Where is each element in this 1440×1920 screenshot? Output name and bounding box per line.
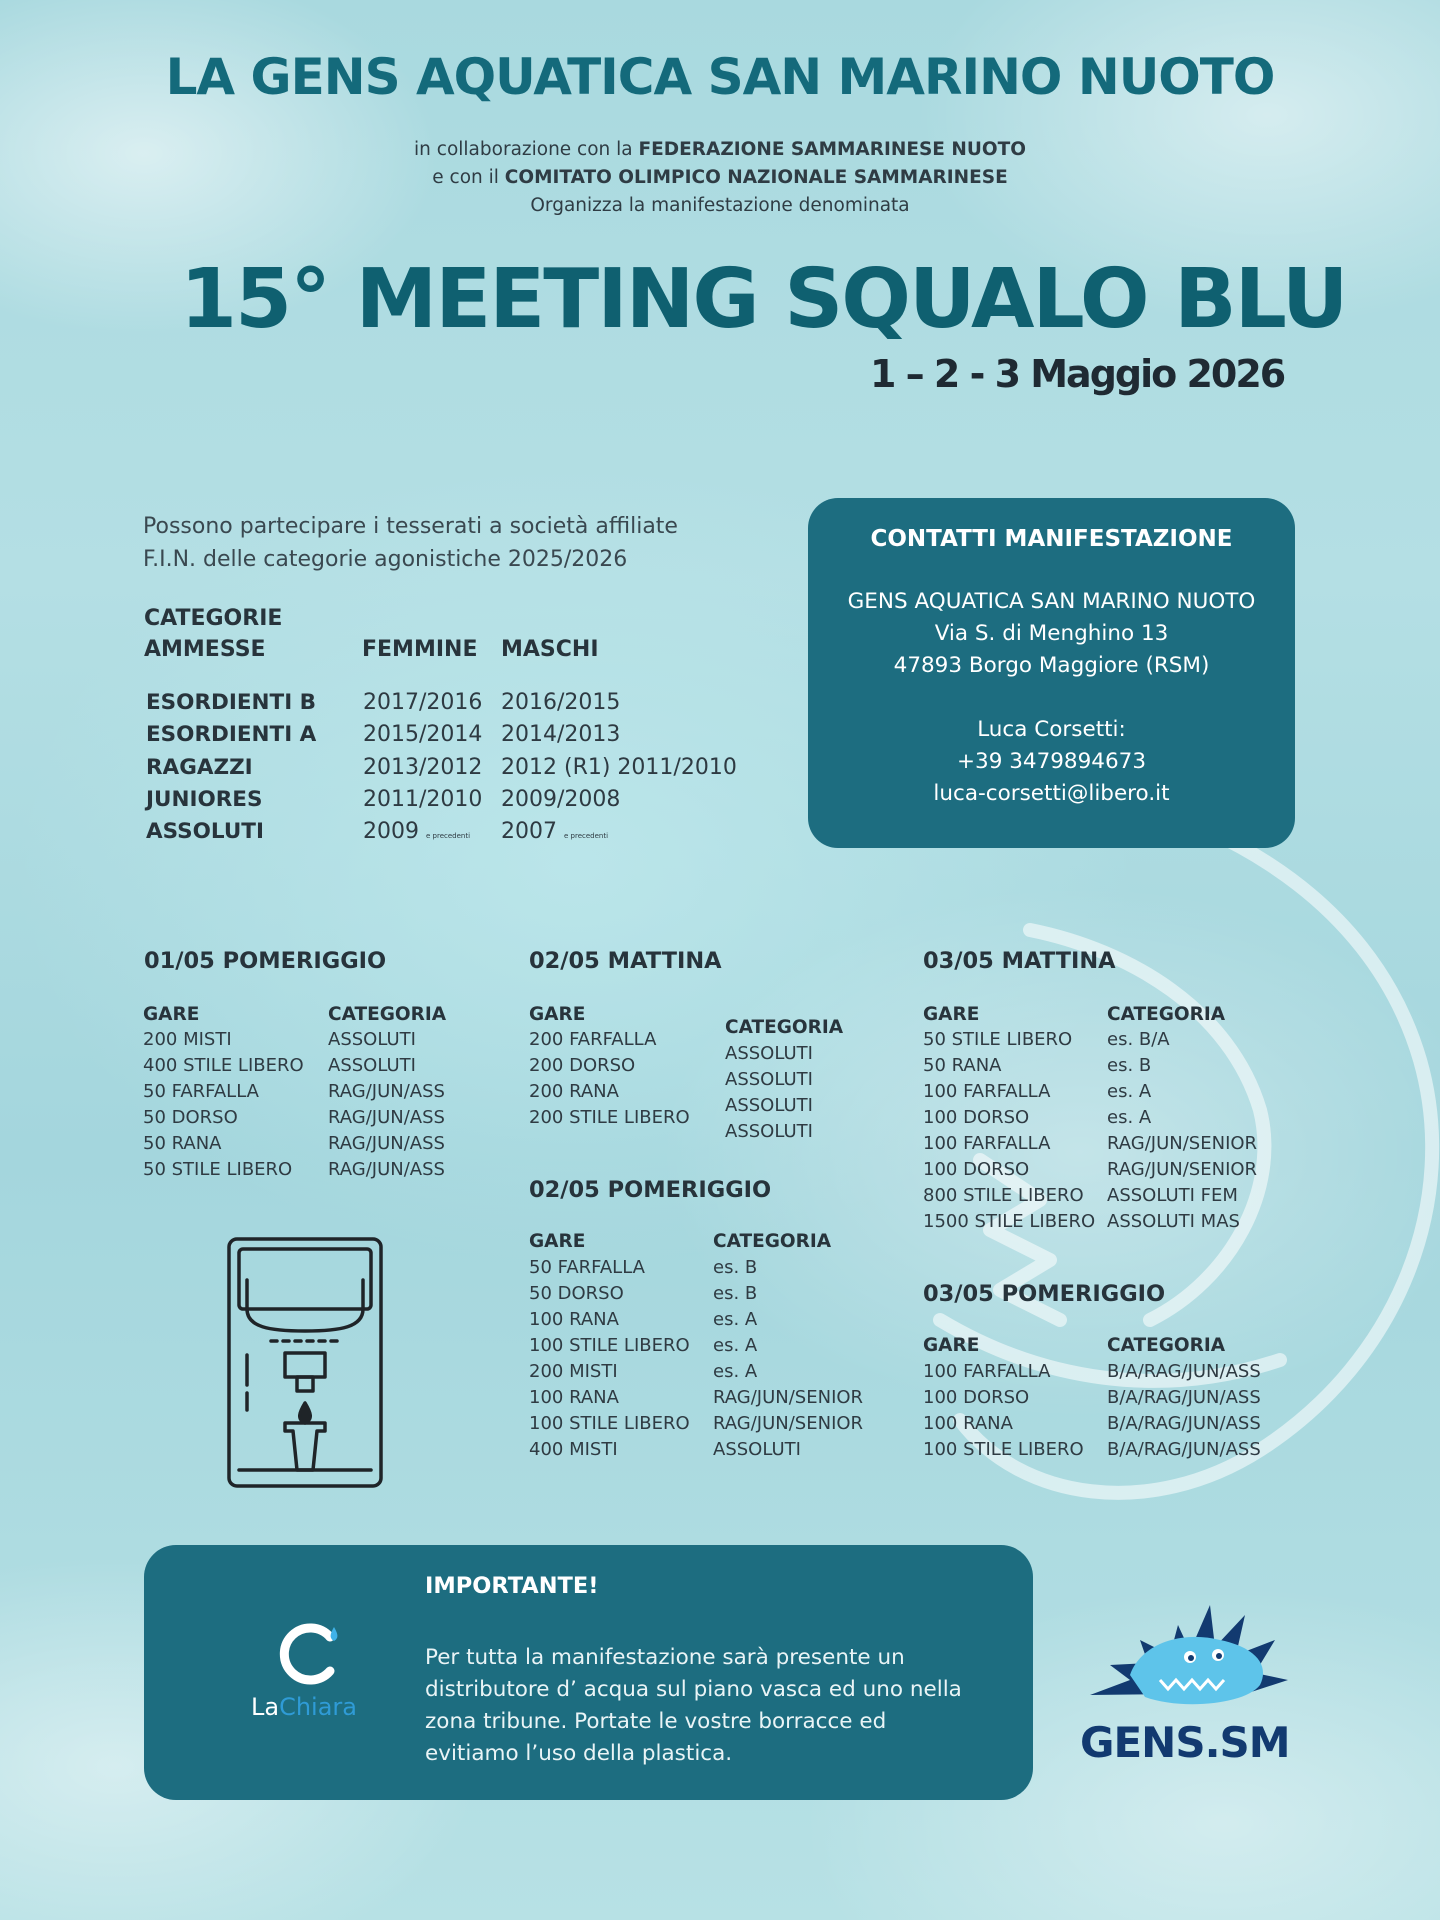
contacts-address2: 47893 Borgo Maggiore (RSM) (893, 653, 1210, 678)
gare-header: GARE (923, 1335, 980, 1356)
list-item: es. A (713, 1361, 758, 1382)
list-item: RAG/JUN/SENIOR (1107, 1133, 1258, 1154)
table-row: ESORDIENTI A 2015/2014 2014/2013 (146, 722, 621, 747)
gens-shark-logo-icon (1070, 1585, 1300, 1725)
list-item: 100 FARFALLA (923, 1361, 1051, 1382)
list-item: ASSOLUTI MAS (1107, 1211, 1240, 1232)
list-item: 400 STILE LIBERO (143, 1055, 304, 1076)
list-item: 200 MISTI (143, 1029, 232, 1050)
gare-header: GARE (923, 1004, 980, 1025)
categoria-header: CATEGORIA (713, 1231, 832, 1252)
intro-text: in collaborazione con la FEDERAZIONE SAMMARINESE NUOTO e con il COMITATO OLIMPICO NAZIONALE SAMMARINESE Organizza la manifestazione denominata (414, 139, 1026, 216)
list-item: 100 DORSO (923, 1387, 1030, 1408)
list-item: RAG/JUN/ASS (328, 1081, 445, 1102)
list-item: 1500 STILE LIBERO (923, 1211, 1096, 1232)
list-item: 800 STILE LIBERO (923, 1185, 1084, 1206)
table-row: RAGAZZI 2013/2012 2012 (R1) 2011/2010 (146, 755, 737, 780)
gare-list (529, 1255, 690, 1463)
list-item: 200 FARFALLA (529, 1029, 657, 1050)
list-item: 100 RANA (923, 1413, 1013, 1434)
femmine-header: FEMMINE (362, 637, 478, 662)
list-item: ASSOLUTI (725, 1095, 813, 1116)
contacts-phone[interactable]: +39 3479894673 (957, 749, 1146, 774)
list-item: ASSOLUTI (713, 1439, 801, 1460)
gare-header: GARE (143, 1004, 200, 1025)
list-item: es. B (713, 1283, 758, 1304)
section-title-03-am: 03/05 MATTINA (923, 948, 1116, 974)
important-title: IMPORTANTE! (425, 1573, 599, 1599)
section-title-03-pm: 03/05 POMERIGGIO (923, 1281, 1166, 1307)
contacts-address1: Via S. di Menghino 13 (934, 621, 1169, 646)
categoria-header: CATEGORIA (1107, 1335, 1226, 1356)
gare-list (529, 1027, 690, 1131)
categoria-header: CATEGORIA (328, 1004, 447, 1025)
categoria-list (1107, 1027, 1257, 1235)
gens-logo-text: GENS.SM (1080, 1718, 1290, 1767)
categories-header: CATEGORIE AMMESSE (144, 606, 283, 662)
list-item: RAG/JUN/SENIOR (713, 1413, 864, 1434)
gare-header: GARE (529, 1004, 586, 1025)
gare-list (923, 1359, 1084, 1463)
list-item: 100 RANA (529, 1309, 619, 1330)
list-item: 100 FARFALLA (923, 1133, 1051, 1154)
list-item: es. A (1107, 1107, 1152, 1128)
list-item: 200 RANA (529, 1081, 619, 1102)
list-item: 200 MISTI (529, 1361, 618, 1382)
list-item: RAG/JUN/ASS (328, 1159, 445, 1180)
contacts-email[interactable]: luca-corsetti@libero.it (933, 781, 1170, 806)
list-item: ASSOLUTI FEM (1107, 1185, 1238, 1206)
categoria-header: CATEGORIA (725, 1017, 844, 1038)
list-item: 100 DORSO (923, 1107, 1030, 1128)
categoria-list (725, 1041, 813, 1145)
gare-list (923, 1027, 1095, 1235)
categoria-header: CATEGORIA (1107, 1004, 1226, 1025)
meeting-dates: 1 – 2 - 3 Maggio 2026 (870, 352, 1285, 396)
list-item: B/A/RAG/JUN/ASS (1107, 1361, 1261, 1382)
list-item: 100 STILE LIBERO (529, 1335, 690, 1356)
list-item: 100 STILE LIBERO (529, 1413, 690, 1434)
table-row: ASSOLUTI 2009 e precedenti 2007 e precedenti (146, 819, 609, 844)
section-title-01-pm: 01/05 POMERIGGIO (144, 948, 387, 974)
list-item: 100 FARFALLA (923, 1081, 1051, 1102)
eligibility-text: Possono partecipare i tesserati a società affiliate F.I.N. delle categorie agonistiche 2025/2026 (143, 514, 678, 572)
list-item: es. A (713, 1335, 758, 1356)
list-item: ASSOLUTI (725, 1043, 813, 1064)
important-text: Per tutta la manifestazione sarà presente un distributore d’ acqua sul piano vasca ed uno nella zona tribune. Portate le vostre borracce ed evitiamo l’uso della plastica. (425, 1645, 962, 1766)
section-title-02-pm: 02/05 POMERIGGIO (529, 1177, 772, 1203)
list-item: RAG/JUN/SENIOR (1107, 1159, 1258, 1180)
meeting-title: 15° MEETING SQUALO BLU (180, 252, 1347, 347)
list-item: 50 STILE LIBERO (923, 1029, 1073, 1050)
list-item: B/A/RAG/JUN/ASS (1107, 1439, 1261, 1460)
section-title-02-am: 02/05 MATTINA (529, 948, 722, 974)
list-item: 50 DORSO (143, 1107, 238, 1128)
list-item: ASSOLUTI (328, 1055, 416, 1076)
contacts-org: GENS AQUATICA SAN MARINO NUOTO (847, 589, 1256, 614)
important-box (144, 1545, 1033, 1800)
contacts-person: Luca Corsetti: (977, 717, 1126, 742)
lachiara-logo-icon (278, 1619, 348, 1689)
list-item: 50 FARFALLA (143, 1081, 259, 1102)
list-item: es. A (1107, 1081, 1152, 1102)
list-item: 100 DORSO (923, 1159, 1030, 1180)
categoria-list (713, 1255, 863, 1463)
list-item: 50 DORSO (529, 1283, 624, 1304)
list-item: B/A/RAG/JUN/ASS (1107, 1387, 1261, 1408)
list-item: B/A/RAG/JUN/ASS (1107, 1413, 1261, 1434)
sponsor-name: LaChiara (251, 1693, 357, 1721)
list-item: 50 STILE LIBERO (143, 1159, 293, 1180)
table-row: JUNIORES 2011/2010 2009/2008 (146, 787, 621, 812)
list-item: 50 RANA (923, 1055, 1002, 1076)
list-item: RAG/JUN/ASS (328, 1107, 445, 1128)
list-item: es. A (713, 1309, 758, 1330)
list-item: ASSOLUTI (725, 1121, 813, 1142)
maschi-header: MASCHI (501, 637, 599, 662)
list-item: 100 STILE LIBERO (923, 1439, 1084, 1460)
list-item: 200 DORSO (529, 1055, 636, 1076)
list-item: 50 RANA (143, 1133, 222, 1154)
list-item: RAG/JUN/ASS (328, 1133, 445, 1154)
contacts-title: CONTATTI MANIFESTAZIONE (870, 526, 1233, 552)
list-item: 400 MISTI (529, 1439, 618, 1460)
list-item: 100 RANA (529, 1387, 619, 1408)
page-title: LA GENS AQUATICA SAN MARINO NUOTO (165, 48, 1275, 106)
list-item: RAG/JUN/SENIOR (713, 1387, 864, 1408)
gare-header: GARE (529, 1231, 586, 1252)
list-item: es. B (713, 1257, 758, 1278)
contacts-box (808, 498, 1295, 848)
list-item: ASSOLUTI (328, 1029, 416, 1050)
categoria-list (1107, 1359, 1261, 1463)
water-dispenser-icon (225, 1235, 385, 1490)
list-item: ASSOLUTI (725, 1069, 813, 1090)
list-item: 200 STILE LIBERO (529, 1107, 690, 1128)
list-item: es. B/A (1107, 1029, 1170, 1050)
list-item: es. B (1107, 1055, 1152, 1076)
categoria-list (328, 1027, 445, 1183)
list-item: 50 FARFALLA (529, 1257, 645, 1278)
gare-list (143, 1027, 304, 1183)
table-row: ESORDIENTI B 2017/2016 2016/2015 (146, 690, 621, 715)
